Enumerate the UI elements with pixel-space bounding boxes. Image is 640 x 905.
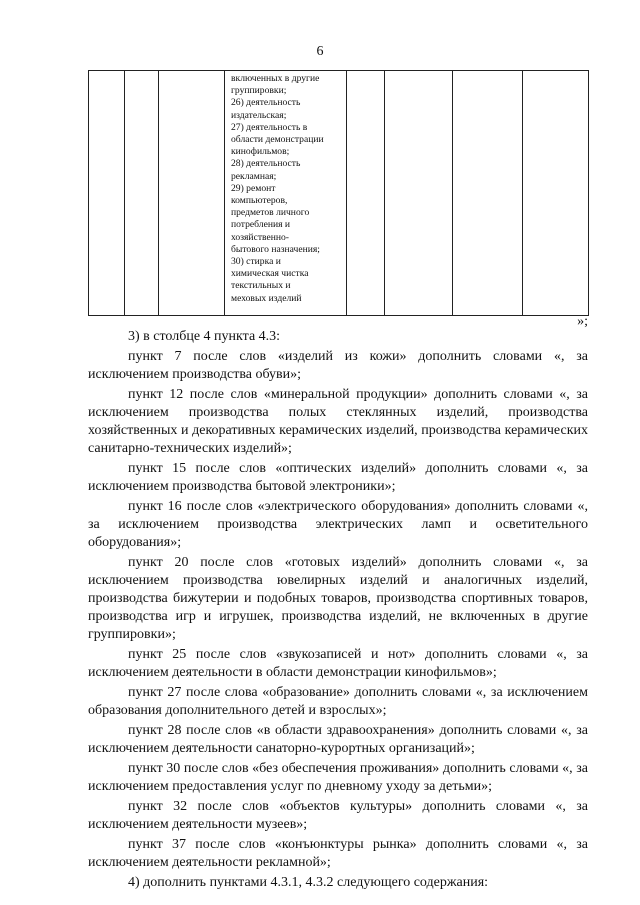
activities-table <box>88 70 589 316</box>
table-continuation <box>88 70 588 316</box>
table-cell <box>159 71 225 316</box>
table-cell-activities <box>225 71 347 316</box>
paragraph-item-30: пункт 30 после слов «без обеспечения проживания» дополнить словами «, за исключением предоставления услуг по дневному уходу за детьми»; <box>88 761 588 794</box>
paragraph-item-32: пункт 32 после слов «объектов культуры» дополнить словами «, за исключением деятельности музеев»; <box>88 799 588 832</box>
paragraph-section-3: 3) в столбце 4 пункта 4.3: <box>128 329 281 344</box>
paragraph-item-20: пункт 20 после слов «готовых изделий» дополнить словами «, за исключением производства ювелирных изделий и аналогичных изделий, производства бижутерии и подобных товаров, производства спортивных товаров, производства игр и игрушек, производства изделий, не включенных в другие группировки»; <box>88 555 588 642</box>
paragraph-item-15: пункт 15 после слов «оптических изделий» дополнить словами «, за исключением производства бытовой электроники»; <box>88 461 588 494</box>
activities-list: включенных в другие группировки; 26) деятельность издательская; 27) деятельность в области демонстрации кинофильмов; 28) деятельность рекламная; 29) ремонт компьютеров, предметов личного потребления и хозяйственно- бытового назначения; 30) стирка и химическая чистка текстильных и меховых изделий <box>231 73 324 304</box>
document-body <box>88 328 588 892</box>
table-cell <box>385 71 453 316</box>
table-cell <box>347 71 385 316</box>
paragraph-item-7: пункт 7 после слов «изделий из кожи» дополнить словами «, за исключением производства обуви»; <box>88 349 588 382</box>
page-number: 6 <box>316 44 324 59</box>
table-cell <box>125 71 159 316</box>
paragraph-item-28: пункт 28 после слов «в области здравоохранения» дополнить словами «, за исключением деятельности санаторно-курортных организаций»; <box>88 723 588 756</box>
table-cell <box>453 71 523 316</box>
paragraph-item-25: пункт 25 после слов «звукозаписей и нот» дополнить словами «, за исключением деятельности в области демонстрации кинофильмов»; <box>88 647 588 680</box>
table-end-quote: »; <box>577 314 588 329</box>
paragraph-item-16: пункт 16 после слов «электрического оборудования» дополнить словами «, за исключением производства электрических ламп и осветительного оборудования»; <box>88 499 588 550</box>
paragraph-item-27: пункт 27 после слова «образование» дополнить словами «, за исключением образования дополнительного детей и взрослых»; <box>88 685 588 718</box>
paragraph-item-12: пункт 12 после слов «минеральной продукции» дополнить словами «, за исключением производства полых стеклянных изделий, производства хозяйственных и декоративных керамических изделий, производства керамических санитарно-технических изделий»; <box>88 387 588 456</box>
paragraph-section-4: 4) дополнить пунктами 4.3.1, 4.3.2 следующего содержания: <box>128 875 489 890</box>
table-row <box>89 71 589 316</box>
paragraph-item-37: пункт 37 после слов «конъюнктуры рынка» дополнить словами «, за исключением деятельности рекламной»; <box>88 837 588 870</box>
table-cell <box>523 71 589 316</box>
table-cell <box>89 71 125 316</box>
